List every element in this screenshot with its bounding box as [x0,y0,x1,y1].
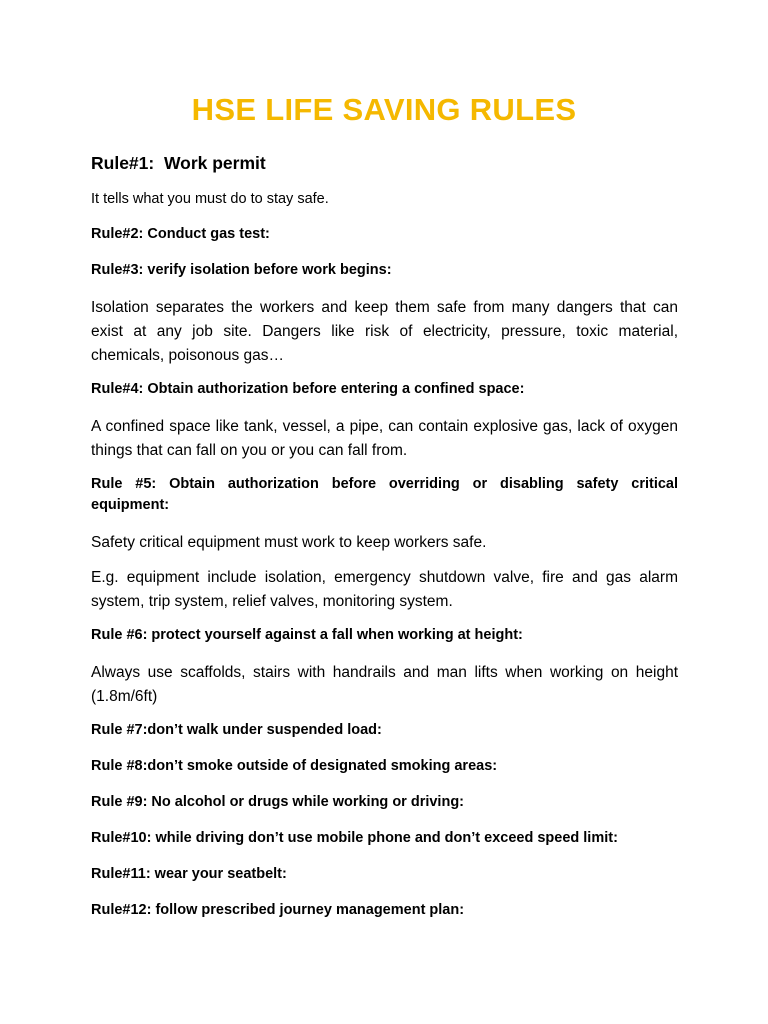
rule-5-text: Safety critical equipment must work to keep workers safe. [91,534,487,551]
rule-6-text: Always use scaffolds, stairs with handrails and man lifts when working on height (1.8m/6ft) [91,664,678,705]
document-body [91,152,678,936]
rule-5-heading: Rule #5: Obtain authorization before overriding or disabling safety critical equipment: [91,476,678,513]
rule-10-heading: Rule#10: while driving don’t use mobile phone and don’t exceed speed limit: [91,830,618,846]
rule-4-heading: Rule#4: Obtain authorization before entering a confined space: [91,381,525,397]
rule-3-text: Isolation separates the workers and keep them safe from many dangers that can exist at any job site. Dangers like risk of electricity, pressure, toxic material, chemicals, poisonous gas… [91,299,678,364]
document-title: HSE LIFE SAVING RULES [191,92,577,127]
rule-8-heading: Rule #8:don’t smoke outside of designated smoking areas: [91,758,498,774]
rule-5-example: E.g. equipment include isolation, emergency shutdown valve, fire and gas alarm system, trip system, relief valves, monitoring system. [91,569,678,610]
rule-3-heading: Rule#3: verify isolation before work begins: [91,262,392,278]
rule-9-heading: Rule #9: No alcohol or drugs while working or driving: [91,794,465,810]
rule-12-heading: Rule#12: follow prescribed journey management plan: [91,902,465,918]
rule-7-heading: Rule #7:don’t walk under suspended load: [91,722,382,738]
rule-1-heading: Rule#1: Work permit [91,153,266,173]
rule-4-text: A confined space like tank, vessel, a pipe, can contain explosive gas, lack of oxygen things that can fall on you or you can fall from. [91,418,678,459]
rule-1-text: It tells what you must do to stay safe. [91,191,329,207]
rule-2-heading: Rule#2: Conduct gas test: [91,226,270,242]
rule-11-heading: Rule#11: wear your seatbelt: [91,866,287,882]
rule-6-heading: Rule #6: protect yourself against a fall when working at height: [91,627,523,643]
